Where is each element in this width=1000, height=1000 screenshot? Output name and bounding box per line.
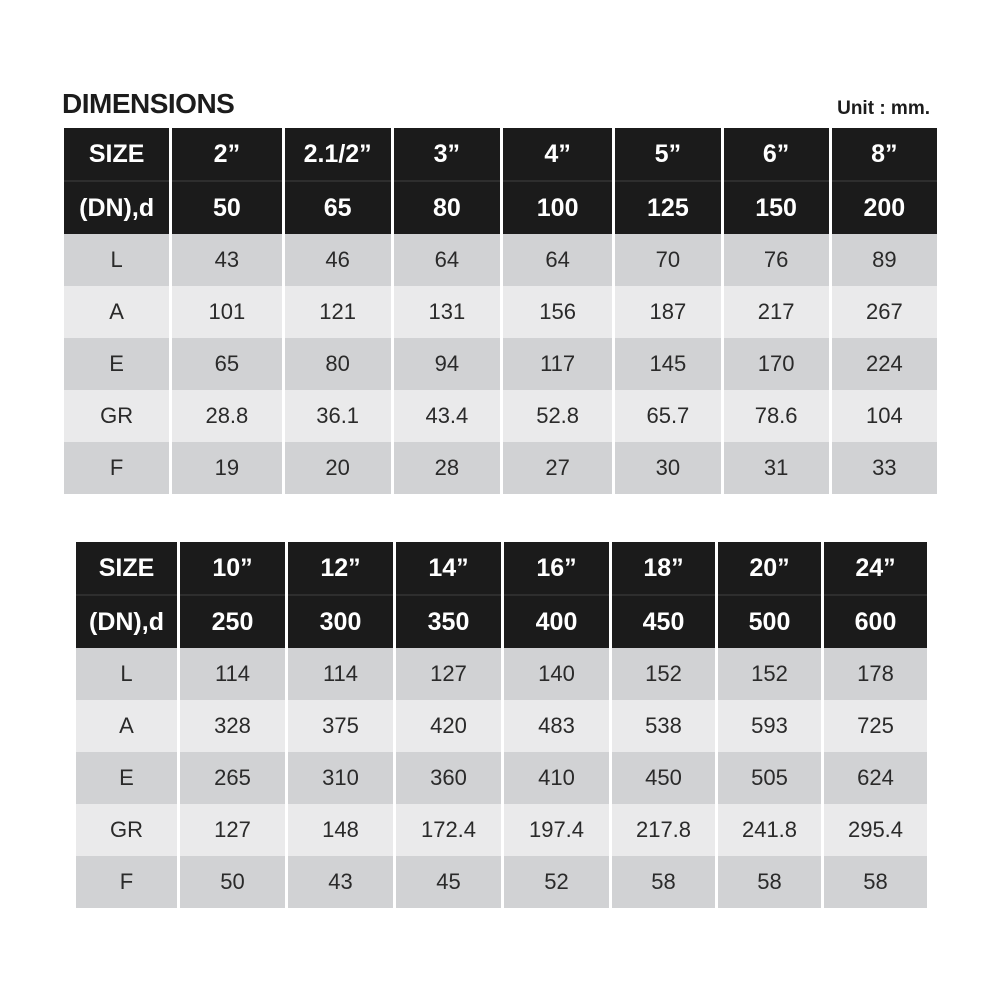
table-row: [76, 700, 927, 752]
dn-header-cell: 50: [172, 182, 281, 234]
table-row: [64, 234, 937, 286]
table-cell: 187: [615, 286, 720, 338]
row-label: A: [64, 286, 169, 338]
table-cell: 217: [724, 286, 829, 338]
table-cell: 28: [394, 442, 500, 494]
header-row-dn: [76, 596, 927, 648]
size-header-cell: 18”: [612, 542, 715, 596]
size-header-cell: 12”: [288, 542, 393, 596]
header-row-size: [76, 542, 927, 596]
table-cell: 101: [172, 286, 281, 338]
row-label: L: [64, 234, 169, 286]
size-header-cell: 14”: [396, 542, 501, 596]
dimensions-table-2: [73, 542, 930, 908]
dn-header-label: (DN),d: [64, 182, 169, 234]
size-header-cell: 3”: [394, 128, 500, 182]
dn-header-cell: 150: [724, 182, 829, 234]
table-cell: 360: [396, 752, 501, 804]
table-row: [64, 338, 937, 390]
table-row: [64, 390, 937, 442]
dn-header-cell: 300: [288, 596, 393, 648]
row-label: L: [76, 648, 177, 700]
table-row: [76, 804, 927, 856]
table-cell: 78.6: [724, 390, 829, 442]
table-cell: 27: [503, 442, 612, 494]
table-cell: 152: [612, 648, 715, 700]
header-row-size: [64, 128, 937, 182]
table-cell: 505: [718, 752, 821, 804]
row-label: GR: [64, 390, 169, 442]
table-cell: 624: [824, 752, 927, 804]
dn-header-cell: 600: [824, 596, 927, 648]
table-cell: 30: [615, 442, 720, 494]
table-cell: 117: [503, 338, 612, 390]
table-cell: 43: [288, 856, 393, 908]
table-cell: 375: [288, 700, 393, 752]
table-cell: 65.7: [615, 390, 720, 442]
table-row: [76, 648, 927, 700]
size-header-cell: 4”: [503, 128, 612, 182]
dn-header-cell: 65: [285, 182, 391, 234]
table-cell: 217.8: [612, 804, 715, 856]
table-cell: 267: [832, 286, 937, 338]
size-header-cell: 16”: [504, 542, 609, 596]
table-cell: 76: [724, 234, 829, 286]
table-cell: 52: [504, 856, 609, 908]
page-title: DIMENSIONS: [62, 88, 235, 119]
table-cell: 89: [832, 234, 937, 286]
table-cell: 58: [718, 856, 821, 908]
size-header-cell: 8”: [832, 128, 937, 182]
table-cell: 593: [718, 700, 821, 752]
table-cell: 131: [394, 286, 500, 338]
table-cell: 31: [724, 442, 829, 494]
header-row-dn: [64, 182, 937, 234]
table-cell: 65: [172, 338, 281, 390]
dn-header-label: (DN),d: [76, 596, 177, 648]
table-cell: 148: [288, 804, 393, 856]
table-cell: 310: [288, 752, 393, 804]
table-cell: 241.8: [718, 804, 821, 856]
table-cell: 58: [612, 856, 715, 908]
size-header-label: SIZE: [64, 128, 169, 182]
table-cell: 725: [824, 700, 927, 752]
table-cell: 410: [504, 752, 609, 804]
dn-header-cell: 250: [180, 596, 285, 648]
table-cell: 178: [824, 648, 927, 700]
table-cell: 140: [504, 648, 609, 700]
table-row: [76, 856, 927, 908]
table-cell: 94: [394, 338, 500, 390]
table-row: [76, 752, 927, 804]
dn-header-cell: 500: [718, 596, 821, 648]
dimensions-table-1: [61, 128, 940, 494]
table-cell: 265: [180, 752, 285, 804]
table-cell: 127: [396, 648, 501, 700]
table-cell: 64: [394, 234, 500, 286]
table-cell: 36.1: [285, 390, 391, 442]
table-cell: 295.4: [824, 804, 927, 856]
table-cell: 170: [724, 338, 829, 390]
unit-label: Unit : mm.: [837, 98, 930, 119]
dn-header-cell: 80: [394, 182, 500, 234]
row-label: F: [64, 442, 169, 494]
table-cell: 46: [285, 234, 391, 286]
size-header-cell: 2.1/2”: [285, 128, 391, 182]
table-cell: 70: [615, 234, 720, 286]
table-cell: 28.8: [172, 390, 281, 442]
table-cell: 152: [718, 648, 821, 700]
dn-header-cell: 400: [504, 596, 609, 648]
table-cell: 20: [285, 442, 391, 494]
row-label: E: [64, 338, 169, 390]
row-label: A: [76, 700, 177, 752]
table-cell: 114: [180, 648, 285, 700]
table-cell: 156: [503, 286, 612, 338]
table-cell: 64: [503, 234, 612, 286]
dn-header-cell: 450: [612, 596, 715, 648]
size-header-cell: 20”: [718, 542, 821, 596]
table-cell: 43: [172, 234, 281, 286]
table-cell: 104: [832, 390, 937, 442]
row-label: E: [76, 752, 177, 804]
table-cell: 538: [612, 700, 715, 752]
table-cell: 33: [832, 442, 937, 494]
table-cell: 52.8: [503, 390, 612, 442]
table-cell: 145: [615, 338, 720, 390]
size-header-cell: 6”: [724, 128, 829, 182]
dn-header-cell: 350: [396, 596, 501, 648]
size-header-cell: 2”: [172, 128, 281, 182]
dn-header-cell: 100: [503, 182, 612, 234]
table-cell: 50: [180, 856, 285, 908]
table-cell: 43.4: [394, 390, 500, 442]
table-cell: 121: [285, 286, 391, 338]
size-header-label: SIZE: [76, 542, 177, 596]
table-cell: 58: [824, 856, 927, 908]
size-header-cell: 10”: [180, 542, 285, 596]
dn-header-cell: 125: [615, 182, 720, 234]
table-cell: 483: [504, 700, 609, 752]
table-row: [64, 442, 937, 494]
table-cell: 420: [396, 700, 501, 752]
dn-header-cell: 200: [832, 182, 937, 234]
size-header-cell: 24”: [824, 542, 927, 596]
table-cell: 328: [180, 700, 285, 752]
table-cell: 450: [612, 752, 715, 804]
table-cell: 45: [396, 856, 501, 908]
table-cell: 197.4: [504, 804, 609, 856]
table-cell: 172.4: [396, 804, 501, 856]
table-cell: 80: [285, 338, 391, 390]
table-cell: 19: [172, 442, 281, 494]
table-cell: 224: [832, 338, 937, 390]
row-label: F: [76, 856, 177, 908]
table-cell: 127: [180, 804, 285, 856]
table-row: [64, 286, 937, 338]
row-label: GR: [76, 804, 177, 856]
size-header-cell: 5”: [615, 128, 720, 182]
table-cell: 114: [288, 648, 393, 700]
